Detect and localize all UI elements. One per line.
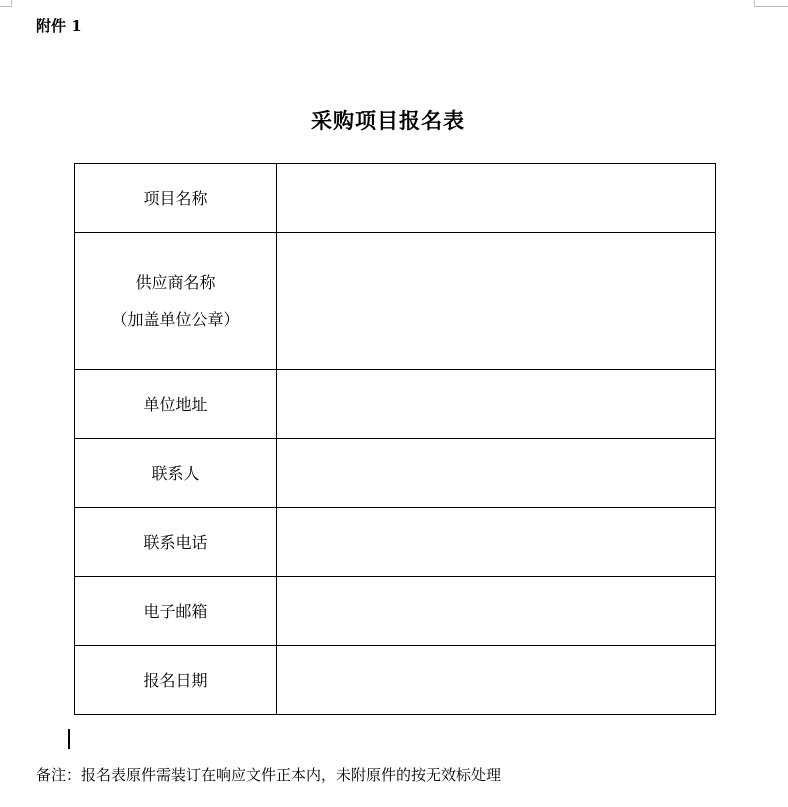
- table-row-email: [75, 577, 716, 646]
- attachment-label: 附件 1: [36, 17, 82, 35]
- registration-form-table: [74, 163, 716, 715]
- footnote: 备注：报名表原件需装订在响应文件正本内，未附原件的按无效标处理: [36, 766, 502, 784]
- table-row-project-name: [75, 164, 716, 233]
- field-address[interactable]: [277, 370, 716, 439]
- label-supplier-name: [75, 233, 277, 370]
- table-row-contact-person: [75, 439, 716, 508]
- label-supplier-name-line2: （加盖单位公章）: [111, 310, 240, 329]
- label-registration-date: 报名日期: [75, 646, 277, 715]
- table-row-registration-date: [75, 646, 716, 715]
- table-row-phone: [75, 508, 716, 577]
- text-cursor: [68, 729, 70, 749]
- field-phone[interactable]: [277, 508, 716, 577]
- label-email: 电子邮箱: [75, 577, 277, 646]
- page-corner-mark-right: [754, 6, 788, 7]
- table-row-address: [75, 370, 716, 439]
- field-project-name[interactable]: [277, 164, 716, 233]
- field-contact-person[interactable]: [277, 439, 716, 508]
- label-contact-person: 联系人: [75, 439, 277, 508]
- label-phone: 联系电话: [75, 508, 277, 577]
- page-corner-mark-left: [0, 6, 12, 7]
- document-title: 采购项目报名表: [311, 108, 465, 133]
- table-row-supplier-name: [75, 233, 716, 370]
- field-supplier-name[interactable]: [277, 233, 716, 370]
- field-registration-date[interactable]: [277, 646, 716, 715]
- label-address: 单位地址: [75, 370, 277, 439]
- field-email[interactable]: [277, 577, 716, 646]
- label-supplier-name-line1: 供应商名称: [135, 273, 216, 292]
- label-project-name: 项目名称: [75, 164, 277, 233]
